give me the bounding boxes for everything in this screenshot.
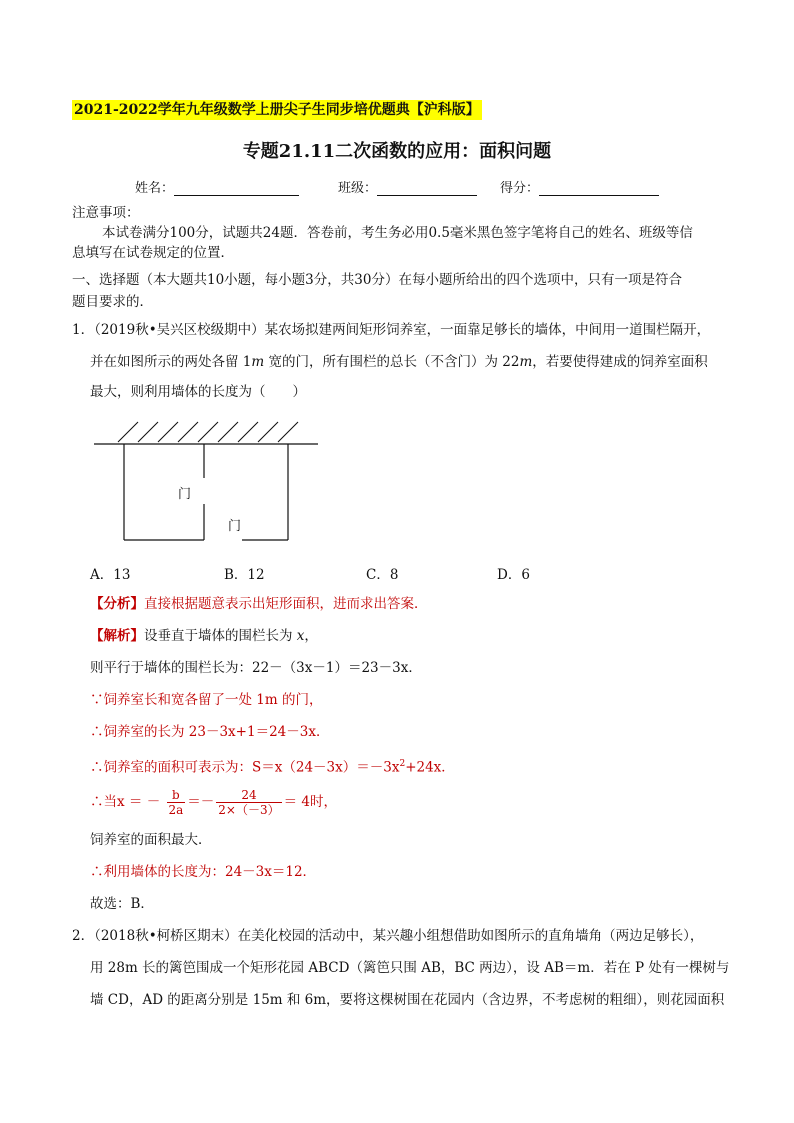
q1-solution-5: ∴饲养室的面积可表示为：$S=x(24-3x)=-3x^2+24x$． xyxy=(90,759,455,776)
q1-solution-6: ∴当x ＝ － $\frac{b}{2a}$ ＝－ $\frac{24}{2\times(-3)}$ ＝ 4时， xyxy=(90,788,338,817)
q1-solution-8: ∴利用墙体的长度为：24－3x＝12． xyxy=(90,864,317,880)
page-title: 专题21.11二次函数的应用：面积问题 xyxy=(242,141,552,162)
enclosure-fence xyxy=(124,444,288,540)
name-blank xyxy=(174,181,299,196)
q1-solution-2: 则平行于墙体的围栏长为：22－（3x－1）＝23－3x． xyxy=(90,660,422,676)
q1-line-2: 并在如图所示的两处各留 1m 宽的门，所有围栏的总长（不含门）为 22m，若要使得建成的饲养室面积 xyxy=(90,354,708,370)
door-label-2: 门 xyxy=(228,519,242,534)
q1-option-d: D．6 xyxy=(497,567,530,583)
section-heading-line-1: 一、选择题（本大题共10小题，每小题3分，共30分）在每小题所给出的四个选项中，只有一项是符合 xyxy=(72,272,682,288)
q2-line-2: 用 28m 长的篱笆围成一个矩形花园 ABCD（篱笆只围 AB，BC 两边），设 AB＝m．若在 P 处有一棵树与 xyxy=(90,960,730,976)
q1-solution-3: ∵饲养室长和宽各留了一处 1m 的门， xyxy=(90,692,323,708)
score-field xyxy=(500,177,659,196)
q1-option-a: A．13 xyxy=(90,567,131,583)
book-banner: 2021-2022学年九年级数学上册尖子生同步培优题典【沪科版】 xyxy=(74,102,480,118)
class-label: 班级： xyxy=(338,181,378,196)
name-label: 姓名： xyxy=(135,181,175,196)
notice-line-2: 息填写在试卷规定的位置． xyxy=(72,245,234,261)
q1-figure xyxy=(92,420,322,550)
q2-line-3: 墙 CD，AD 的距离分别是 15m 和 6m，要将这棵树围在花园内（含边界，不考虑树的粗细），则花园面积 xyxy=(90,992,725,1008)
q1-conclusion: 故选：B． xyxy=(90,896,154,912)
q1-line-1: 1．（2019秋•吴兴区校级期中）某农场拟建两间矩形饲养室，一面靠足够长的墙体，中间用一道围栏隔开， xyxy=(72,322,711,338)
q1-solution-1: 【解析】设垂直于墙体的围栏长为 x， xyxy=(90,628,318,644)
notice-line-1: 本试卷满分100分，试题共24题．答卷前，考生务必用0.5毫米黑色签字笔将自己的姓名、班级等信 xyxy=(102,225,693,241)
notice-heading: 注意事项： xyxy=(72,205,140,221)
score-blank xyxy=(539,181,659,196)
door-label-1: 门 xyxy=(178,487,192,502)
q1-option-b: B．12 xyxy=(224,567,265,583)
fraction-24-over-neg6: $\frac{24}{2\times(-3)}$ xyxy=(218,788,280,817)
q1-analysis: 【分析】直接根据题意表示出矩形面积，进而求出答案． xyxy=(90,596,428,612)
q1-option-c: C．8 xyxy=(366,567,399,583)
q2-line-1: 2．（2018秋•柯桥区期末）在美化校园的活动中，某兴趣小组想借助如图所示的直角墙角（两边足够长）， xyxy=(72,928,704,944)
class-blank xyxy=(377,181,477,196)
section-heading-line-2: 题目要求的． xyxy=(72,294,153,310)
q1-line-3: 最大，则利用墙体的长度为（ ） xyxy=(90,384,306,400)
score-label: 得分： xyxy=(500,181,540,196)
class-field xyxy=(338,177,477,196)
q1-solution-7: 饲养室的面积最大． xyxy=(90,832,212,848)
name-field xyxy=(135,177,299,196)
wall-hatching xyxy=(118,422,298,442)
fraction-b-over-2a: $\frac{b}{2a}$ xyxy=(168,788,184,817)
q1-solution-4: ∴饲养室的长为 23－3x+1＝24－3x． xyxy=(90,724,330,740)
